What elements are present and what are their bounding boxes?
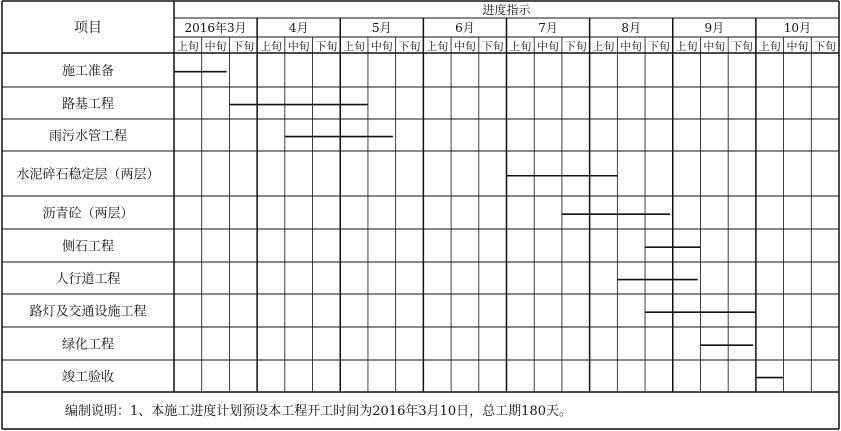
task-name: 侧石工程	[61, 239, 115, 255]
period-label: 下旬	[647, 40, 670, 53]
period-label: 中旬	[204, 40, 227, 53]
period-label: 下旬	[232, 40, 255, 53]
item-column-header: 项目	[74, 20, 102, 36]
period-label: 中旬	[620, 40, 643, 53]
table-header	[74, 2, 836, 53]
period-label: 上旬	[675, 40, 698, 53]
task-name: 路基工程	[61, 97, 115, 112]
period-label: 中旬	[537, 40, 560, 53]
period-label: 下旬	[564, 40, 587, 53]
task-name: 人行道工程	[55, 272, 121, 287]
period-label: 中旬	[703, 40, 726, 53]
task-name: 水泥碎石稳定层（两层）	[16, 167, 160, 183]
month-label: 8月	[621, 21, 642, 35]
period-label: 中旬	[786, 40, 809, 53]
period-label: 下旬	[398, 40, 421, 53]
month-label: 10月	[783, 21, 812, 35]
month-label: 5月	[371, 21, 392, 35]
period-label: 中旬	[453, 40, 476, 53]
period-label: 上旬	[426, 40, 449, 53]
task-name: 绿化工程	[61, 337, 115, 353]
period-label: 上旬	[592, 40, 615, 53]
footer-note: 编制说明：1、本施工进度计划预设本工程开工时间为2016年3月10日，总工期180天。	[65, 404, 572, 419]
period-label: 上旬	[343, 40, 366, 53]
period-label: 下旬	[731, 40, 754, 53]
task-name: 雨污水管工程	[48, 129, 128, 144]
period-label: 下旬	[481, 40, 504, 53]
month-label: 6月	[455, 21, 475, 35]
month-label: 7月	[538, 21, 558, 35]
period-label: 中旬	[370, 40, 393, 53]
period-label: 下旬	[315, 40, 338, 53]
month-label: 9月	[704, 21, 725, 35]
month-label: 4月	[288, 21, 309, 35]
month-label: 2016年3月	[184, 21, 247, 35]
task-list	[16, 63, 159, 385]
task-name: 路灯及交通设施工程	[29, 304, 147, 320]
task-name: 施工准备	[61, 64, 115, 79]
period-label: 上旬	[176, 40, 199, 53]
period-label: 下旬	[814, 40, 837, 53]
task-name: 竣工验收	[61, 370, 115, 385]
period-label: 中旬	[287, 40, 310, 53]
period-label: 上旬	[509, 40, 532, 53]
task-name: 沥青砼（两层）	[42, 206, 134, 222]
period-label: 上旬	[259, 40, 282, 53]
period-label: 上旬	[758, 40, 781, 53]
progress-header: 进度指示	[482, 3, 531, 17]
